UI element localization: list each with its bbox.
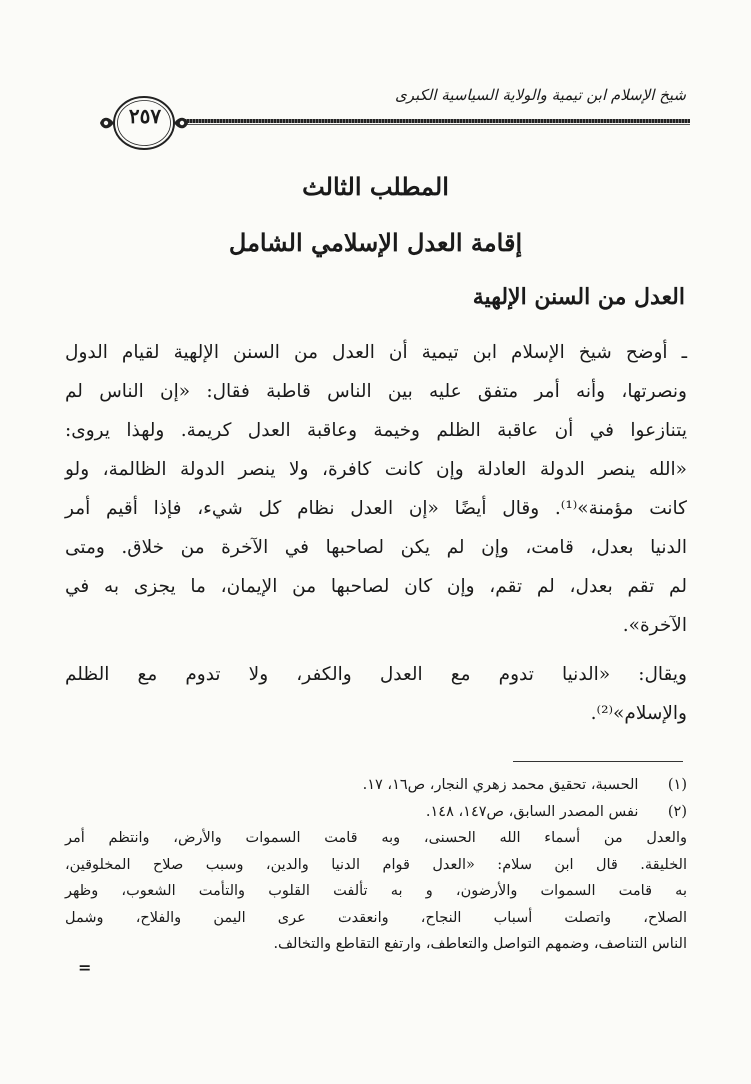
footnote-number: (٢) [667, 803, 687, 820]
title-heading: إقامة العدل الإسلامي الشامل [228, 228, 523, 257]
running-title: شيخ الإسلام ابن تيمية والولاية السياسية الكبرى [394, 86, 686, 104]
footnote-note-line: الصلاح، واتصلت أسباب النجاح، وانعقدت عرى اليمن والفلاح، وشمل [65, 909, 687, 926]
footnote-item [65, 772, 687, 799]
body-line: ـ أوضح شيخ الإسلام ابن تيمية أن العدل من السنن الإلهية لقيام الدول [65, 342, 687, 363]
chapter-heading: المطلب الثالث [302, 172, 449, 201]
footnote-item [65, 799, 687, 826]
body-line: يتنازعوا في أن عاقبة الظلم وخيمة وعاقبة العدل كريمة. ولهذا يروى: [65, 420, 687, 441]
section-heading: العدل من السنن الإلهية [472, 284, 685, 310]
footnotes [65, 772, 687, 958]
header-rule [178, 119, 690, 123]
continuation-mark: = [78, 958, 92, 977]
footnote-separator [513, 761, 683, 762]
body-line: «الله ينصر الدولة العادلة وإن كانت كافرة، ولا ينصر الدولة الظالمة، ولو [65, 459, 687, 480]
header-rule-thin [178, 124, 690, 125]
footnote-note-line: والعدل من أسماء الله الحسنى، وبه قامت السموات والأرض، وانتظم أمر [65, 830, 687, 846]
body-line: الآخرة». [622, 615, 687, 636]
body-line: والإسلام»⁽²⁾. [590, 703, 687, 724]
footnote-note-line: الناس التناصف، وضمهم التواصل والتعاطف، وارتفع التقاطع والتخالف. [273, 936, 687, 952]
body-line: ونصرتها، وأنه أمر متفق عليه بين الناس قاطبة فقال: «إن الناس لم [65, 381, 687, 402]
body-line: كانت مؤمنة»⁽¹⁾. وقال أيضًا «إن العدل نظام كل شيء، فإذا أقيم أمر [65, 498, 687, 519]
footnote-text: الحسبة، تحقيق محمد زهري النجار، ص١٦، ١٧. [362, 777, 639, 793]
body-text [65, 333, 687, 733]
body-line: ويقال: «الدنيا تدوم مع العدل والكفر، ولا تدوم مع الظلم [65, 664, 687, 685]
body-line: لم تقم بعدل، لم تقم، وإن كان لصاحبها من الإيمان، ما يجزى به في [65, 576, 687, 597]
footnote-note-line: به قامت السموات والأرضون، و به تألفت القلوب والتأمت الشعوب، وظهر [65, 883, 687, 899]
page-number: ٢٥٧ [128, 104, 162, 128]
footnote-note-line: الخليقة. قال ابن سلام: «العدل قوام الدنيا والدين، وسبب صلاح المخلوقين، [65, 856, 687, 873]
footnote-text: نفس المصدر السابق، ص١٤٧، ١٤٨. [425, 803, 639, 820]
body-line: الدنيا بعدل، قامت، وإن لم يكن لصاحبها في الآخرة من خلاق. ومتى [65, 537, 687, 558]
footnote-number: (١) [667, 777, 687, 793]
